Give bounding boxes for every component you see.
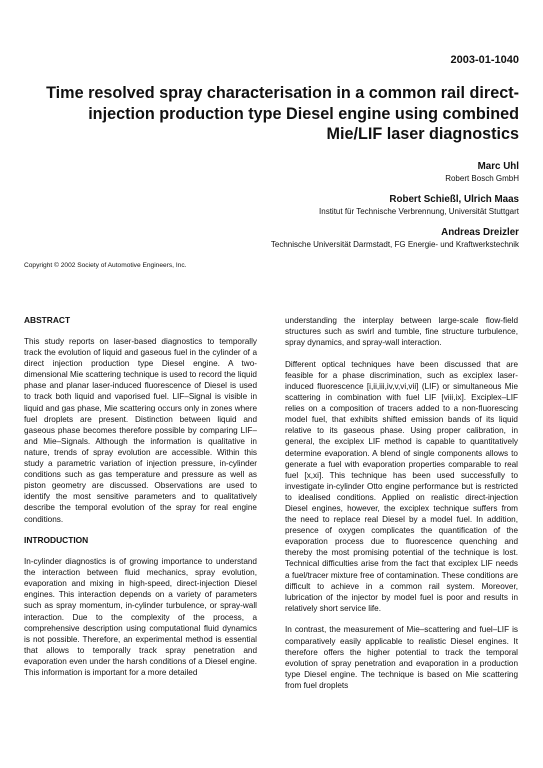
body-paragraph: Different optical techniques have been discussed that are feasible for a phase discrimination, such as exciplex laser-induced fluorescence [i,ii,iii,iv,v,vi,vii] (LIF) or simultaneous Mie scattering in combination with fuel LIF [viii,ix]. Exciplex–LIF relies on a composition of tracers added to a non-fluorescing model fuel, that exhibits shifted emission bands of its liquid relative to its gaseous phase. Using proper calibration, in general, the exciplex LIF method is capable to quantitatively determine evaporation. A blend of single components allows to generate a fuel with evaporation properties comparable to real fuel [x,xi]. This technique has been used successfully to investigate in-cylinder Otto engine performance but is restricted to idealised conditions. Applied on realistic direct-injection Diesel engines, however, the exciplex technique suffers from the need to replace real Diesel by a model fuel. In addition, presence of oxygen complicates the quantification of the evaporation process due to fluorescence quenching and thereby the most promising potential of the technique is lost. Technical difficulties arise from the fact that exciplex LIF needs a fuel/tracer mixture free of contamination. These conditions are difficult to achieve in a common rail system. Moreover, lubrication of the injector by model fuel is poor and results in relatively short service life.: [285, 359, 518, 613]
introduction-heading: INTRODUCTION: [24, 535, 89, 546]
paper-title: [19, 83, 519, 145]
author-block: [445, 160, 519, 184]
left-column: [24, 315, 257, 689]
author-block: [271, 226, 519, 250]
author-affiliation: Technische Universität Darmstadt, FG Energie- und Kraftwerkstechnik: [270, 240, 519, 249]
body-paragraph: In contrast, the measurement of Mie–scattering and fuel–LIF is comparatively easily applicable to realistic Diesel engines. It therefore offers the higher potential to track the temporal evolution of spray penetration and evaporation in a production type Diesel engine. The technique is based on Mie scattering from fuel droplets: [285, 625, 518, 690]
right-column: [285, 315, 518, 702]
author-name: Marc Uhl: [477, 161, 519, 172]
paper-number: 2003-01-1040: [450, 54, 519, 66]
abstract-text: This study reports on laser-based diagnostics to temporally track the evolution of liquid and gaseous fuel in the cylinder of a direct injection production type Diesel engine. A two-dimensional Mie scattering technique is used to record the liquid phase and planar laser-induced fluorescence of Diesel is used to track both liquid and vaporised fuel. LIF–Signal is visible in liquid and gas phase, Mie scattering occurs only in zones where fuel droplets are present. Distinction between liquid and gaseous phase becomes therefore possible by comparing LIF– and Mie–Signals. Although the information is qualitative in nature, trends of spray evolution are accessible. Within this study a parametric variation of injection pressure, in-cylinder conditions such as gas temperature and pressure as well as piston geometry are discussed. Observations are used to identify the most sensitive parameters and to qualitatively describe the temporal evolution of the spray for real engine conditions.: [24, 337, 257, 524]
copyright-notice: Copyright © 2002 Society of Automotive Engineers, Inc.: [24, 262, 187, 269]
body-paragraph: understanding the interplay between large-scale flow-field structures such as swirl and tumble, fine structure turbulence, spray dynamics, and spray-wall interaction.: [285, 316, 518, 348]
title-line: Time resolved spray characterisation in a common rail direct-: [46, 84, 519, 102]
introduction-text: In-cylinder diagnostics is of growing importance to understand the interaction between fluid mechanics, spray evolution, evaporation and mixing in high-speed, direct-injection Diesel engines. This interaction depends on a variety of parameters such as spray momentum, in-cylinder turbulence, or spray-wall interaction. Due to the complexity of the process, a comprehensive description using computational fluid dynamics is not possible. Therefore, an experimental method is essential that allows to temporally track spray penetration and evaporation even under the harsh conditions of a Diesel engine. This information is important for a more detailed: [24, 557, 257, 678]
title-line: injection production type Diesel engine using combined: [88, 104, 519, 123]
author-affiliation: Institut für Technische Verbrennung, Universität Stuttgart: [319, 207, 519, 216]
author-name: Robert Schießl, Ulrich Maas: [389, 194, 519, 205]
author-block: [319, 193, 519, 217]
title-line: Mie/LIF laser diagnostics: [326, 125, 519, 143]
author-affiliation: Robert Bosch GmbH: [445, 174, 519, 183]
author-name: Andreas Dreizler: [441, 227, 519, 238]
abstract-heading: ABSTRACT: [24, 315, 71, 325]
